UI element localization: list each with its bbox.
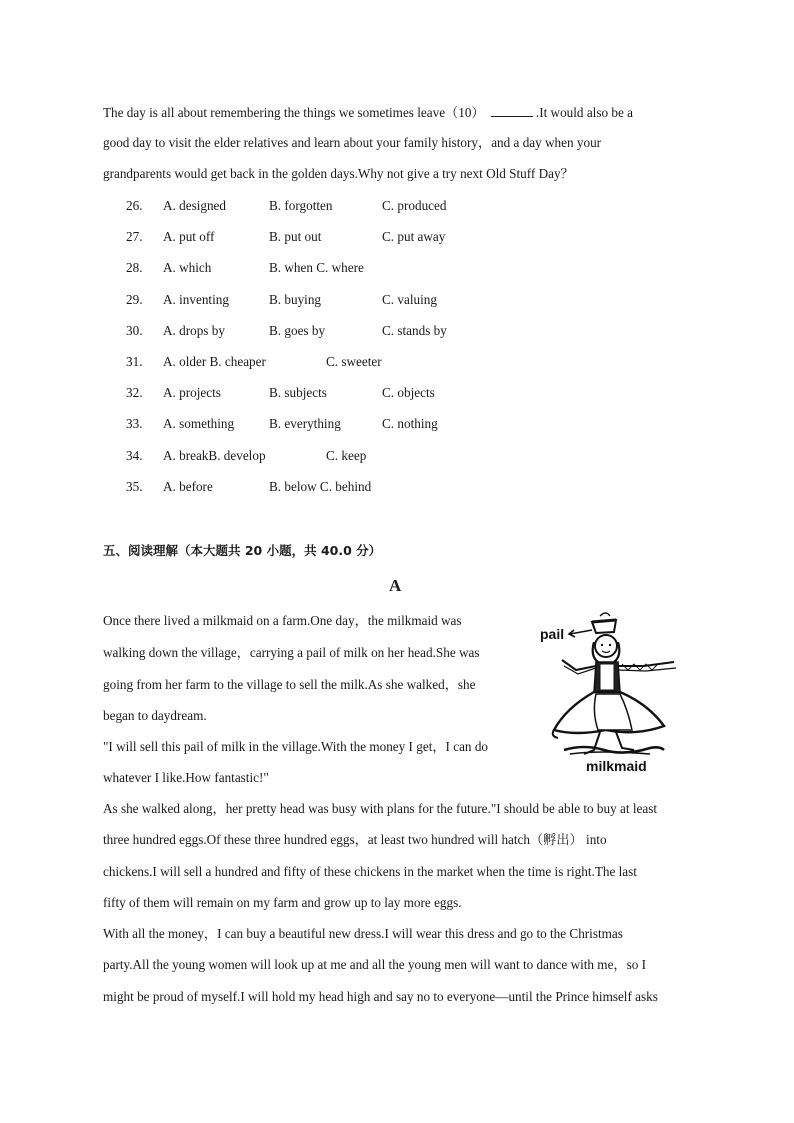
passage-line: Once there lived a milkmaid on a farm.One day，the milkmaid was	[103, 613, 462, 628]
option-b: B. forgotten	[269, 198, 333, 213]
milkmaid-label: milkmaid	[586, 758, 647, 774]
option-c: C. keep	[326, 447, 367, 463]
question-number: 32.	[126, 385, 143, 401]
paragraph-line: good day to visit the elder relatives and learn about your family history，and a day when your	[103, 135, 602, 150]
option-b: B. when C. where	[269, 260, 364, 276]
option-a: A. put off	[163, 229, 215, 245]
option-c: C. put away	[382, 229, 446, 245]
question-number: 30.	[126, 322, 143, 338]
question-number: 33.	[126, 416, 143, 432]
passage-letter: A	[389, 576, 402, 595]
option-a: A. designed	[163, 198, 226, 213]
option-a: A. which	[163, 260, 212, 276]
question-number: 27.	[126, 229, 143, 245]
option-a: A. before	[163, 478, 213, 494]
passage-line: As she walked along，her pretty head was busy with plans for the future."I should be able to buy at least	[103, 801, 657, 816]
option-c: C. objects	[382, 385, 435, 401]
passage-line: With all the money，I can buy a beautiful new dress.I will wear this dress and go to the Christmas	[103, 926, 623, 941]
option-a: A. breakB. develop	[163, 447, 266, 463]
option-c: C. produced	[382, 198, 447, 213]
passage-line: might be proud of myself.I will hold my head high and say no to everyone—until the Prince himself asks	[103, 989, 658, 1004]
option-a: A. projects	[163, 385, 221, 401]
option-b: B. buying	[269, 291, 322, 307]
passage-line: "I will sell this pail of milk in the village.With the money I get，I can do	[103, 739, 489, 754]
section-title: 五、阅读理解（本大题共 20 小题，共 40.0 分）	[103, 543, 382, 558]
question-number: 26.	[126, 198, 143, 213]
answer-blank	[491, 104, 533, 117]
passage-line: chickens.I will sell a hundred and fifty of these chickens in the market when the time is right.The last	[103, 864, 637, 879]
passage-line: began to daydream.	[103, 708, 207, 723]
option-c: C. nothing	[382, 416, 438, 432]
question-number: 35.	[126, 478, 143, 494]
option-a: A. drops by	[163, 322, 225, 338]
question-number: 29.	[126, 291, 143, 307]
paragraph-line	[103, 104, 703, 121]
passage-line: whatever I like.How fantastic!"	[103, 770, 269, 785]
passage-line: going from her farm to the village to sell the milk.As she walked，she	[103, 677, 476, 692]
option-b: B. everything	[269, 416, 341, 432]
option-a: A. something	[163, 416, 235, 432]
paragraph-text: The day is all about remembering the things we sometimes leave（10）	[103, 105, 485, 120]
option-c: C. valuing	[382, 291, 437, 307]
passage-line: three hundred eggs.Of these three hundred eggs，at least two hundred will hatch（孵出） into	[103, 832, 607, 847]
option-c: C. sweeter	[326, 354, 382, 369]
option-a: A. older B. cheaper	[163, 354, 266, 369]
option-b: B. put out	[269, 229, 322, 245]
paragraph-line: grandparents would get back in the golden days.Why not give a try next Old Stuff Day？	[103, 166, 574, 181]
option-c: C. stands by	[382, 322, 447, 338]
option-b: B. below C. behind	[269, 478, 372, 494]
question-number: 28.	[126, 260, 143, 276]
passage-line: fifty of them will remain on my farm and grow up to lay more eggs.	[103, 895, 462, 910]
option-b: B. goes by	[269, 322, 326, 338]
question-number: 31.	[126, 354, 143, 369]
passage-line: party.All the young women will look up at me and all the young men will want to dance with me，so I	[103, 957, 647, 972]
question-number: 34.	[126, 447, 143, 463]
option-a: A. inventing	[163, 291, 229, 307]
paragraph-text: .It would also be a	[535, 105, 633, 120]
pail-label: pail	[540, 626, 565, 642]
passage-line: walking down the village，carrying a pail of milk on her head.She was	[103, 645, 480, 660]
option-b: B. subjects	[269, 385, 327, 401]
